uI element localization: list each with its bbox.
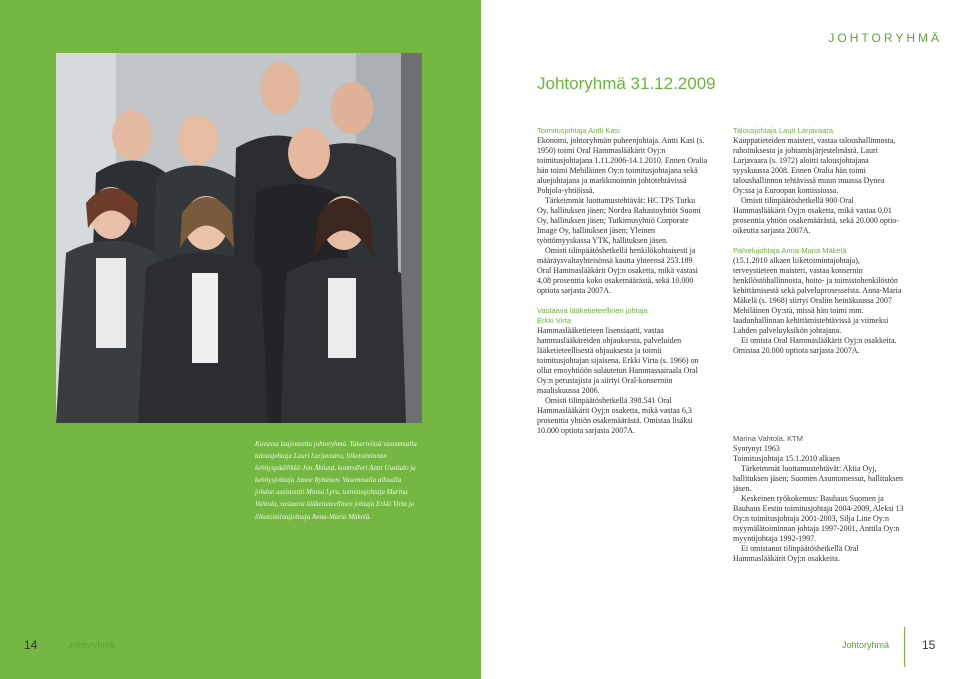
photo-caption: Kuvassa laajennettu johtoryhmä. Takarivissä vasemmalla talousjohtaja Lauri Larjavaara, liiketoiminnan kehityspäällikkö Jon Åhlund, kontrolleri Antti Uusitalo ja kehitysjohtaja Janne Ryhänen. Vasemmalla alhaalla johdon assistentti Minna Lyra, toimitusjohtaja Marina Vahtola, vastaava lääketieteellinen johtaja Erkki Virta ja liiketoimintajohtaja Anna-Maria Mäkelä.: [255, 440, 417, 521]
new-ceo-positions: Tärkeimmät luottamustehtävät: Aktia Oyj, hallituksen jäsen; Suomen Asuntomessut, hallituksen jäsen.: [733, 464, 903, 493]
ceo-holdings: Omisti tilinpäätöshetkellä henkilökohtaisesti ja määräysvaltayhteisönsä kautta yhteensä 253.189 Oral Hammaslääkärit Oyj:n osaketta, mikä vastasi 4,08 prosenttia koko osakemäärästä, sekä 10.000 optiota sarjasta 2007A.: [537, 246, 698, 295]
left-footer-label: Johtoryhmä: [68, 640, 116, 650]
medical-director-name: Erkki Virta: [537, 316, 572, 325]
left-footer-rule: [57, 627, 58, 667]
right-page-number: 15: [922, 638, 936, 652]
cfo-heading: Talousjohtaja Lauri Larjavaara: [733, 126, 834, 135]
text-column-1: [537, 126, 708, 436]
new-ceo-born: Syntynyt 1963: [733, 444, 780, 453]
ceo-heading: Toimitusjohtaja Antti Kasi: [537, 126, 620, 135]
medical-director-holdings: Omisti tilinpäätöshetkellä 398.541 Oral Hammaslääkärit Oyj:n osaketta, mikä vastaa 6,3 prosenttia yhtiön osakemäärästä. Omistaa lisäksi 10.000 optiota sarjasta 2007A.: [537, 396, 693, 435]
medical-director-bio: Hammaslääketieteen lisensiaatti, vastaa hammaslääkäreiden ohjauksesta, palveluiden lääketieteellisestä ohjauksesta ja toimii toimitusjohtajan sijaisena. Erkki Virta (s. 1966) on ollut emoyhtiöön sulautetun Hammassairaala Oral Oy:n perustajista ja siirtyi Oral-konserniin maaliskuussa 2006.: [537, 326, 699, 395]
text-column-2: [733, 126, 905, 356]
service-director-holdings: Ei omista Oral Hammaslääkärit Oyj:n osakkeita. Omistaa 20.000 optiota sarjasta 2007A.: [733, 336, 897, 355]
right-footer-rule: [904, 627, 905, 667]
section-label: JOHTORYHMÄ: [828, 31, 942, 45]
cfo-bio: Kauppatieteiden maisteri, vastaa taloushallinnosta, rahoituksesta ja johtamisjärjestelmästä. Lauri Larjavaara (s. 1972) aloitti talousjohtajana syyskuussa 2008. Ennen Oralia hän toimi taloushallinnon tehtävissä muun muassa Dynea Oy:ssa ja Euroopan komissiossa.: [733, 136, 896, 195]
service-director-heading: Palvelujohtaja Anna-Maria Mäkelä: [733, 246, 847, 255]
team-photo: [56, 53, 422, 423]
new-ceo-experience: Keskeinen työkokemus: Bauhaus Suomen ja Bauhaus Eestin toimitusjohtaja 2004-2009, Aleksi 13 Oy:n toimitusjohtaja 2001-2003, Silja Line Oy:n myymälätoiminnan johtaja 1997-2001, Anttila Oy:n myyntijohtaja 1992-1997.: [733, 494, 904, 543]
page-title: Johtoryhmä 31.12.2009: [537, 74, 716, 93]
left-page-number: 14: [24, 638, 38, 652]
medical-director-title: Vastaava lääketieteellinen johtaja: [537, 306, 648, 315]
text-column-3: [733, 434, 905, 564]
new-ceo-holdings: Ei omistanut tilinpäätöshetkellä Oral Hammaslääkärit Oyj:n osakkeita.: [733, 544, 859, 563]
new-ceo-heading: Marina Vahtola, KTM: [733, 434, 803, 443]
service-director-bio: (15.1.2010 alkaen liiketoimintajohtaja), terveystieteen maisteri, vastaa konsernin henkilöstöhallinnosta, hoito- ja toimistohenkilöstön kehittämisestä sekä palveluprosesseista. Anna-Maria Mäkelä (s. 1968) siirtyi Oraliin heinäkuussa 2007 Mehiläinen Oy:stä, missä hän toimi mm. laadunhallinnan kehittämistehtävissä ja viimeksi Lahden palveluyksikön johtajana.: [733, 256, 902, 335]
ceo-positions: Tärkeimmät luottamustehtävät: HC TPS Turku Oy, hallituksen jäsen; Nordea Rahastoyhtiöt Suomi Oy, hallituksen jäsen; Tutkimusyhtiö Corporate Image Oy, hallituksen jäsen; Yleinen työttömyyskassa YTK, hallituksen jäsen.: [537, 196, 701, 245]
right-footer-label: Johtoryhmä: [842, 640, 890, 650]
ceo-bio: Ekonomi, johtoryhmän puheenjohtaja. Antti Kasi (s. 1950) toimi Oral Hammaslääkärit Oyj:n toimitusjohtajana 1.11.2006-14.1.2010. Ennen Oralia hän toimi Mehiläinen Oy:n toimitusjohtajana sekä aluejohtajana ja markkinoinnin johtotehtävissä Pohjola-yhtiöissä.: [537, 136, 708, 195]
new-ceo-start: Toimitusjohtaja 15.1.2010 alkaen: [733, 454, 840, 463]
cfo-holdings: Omisti tilinpäätöshetkellä 900 Oral Hammaslääkärit Oyj:n osaketta, mikä vastaa 0,01 prosenttia yhtiön osakemäärästä, sekä 20.000 optio-oikeutta sarjasta 2007A.: [733, 196, 899, 235]
